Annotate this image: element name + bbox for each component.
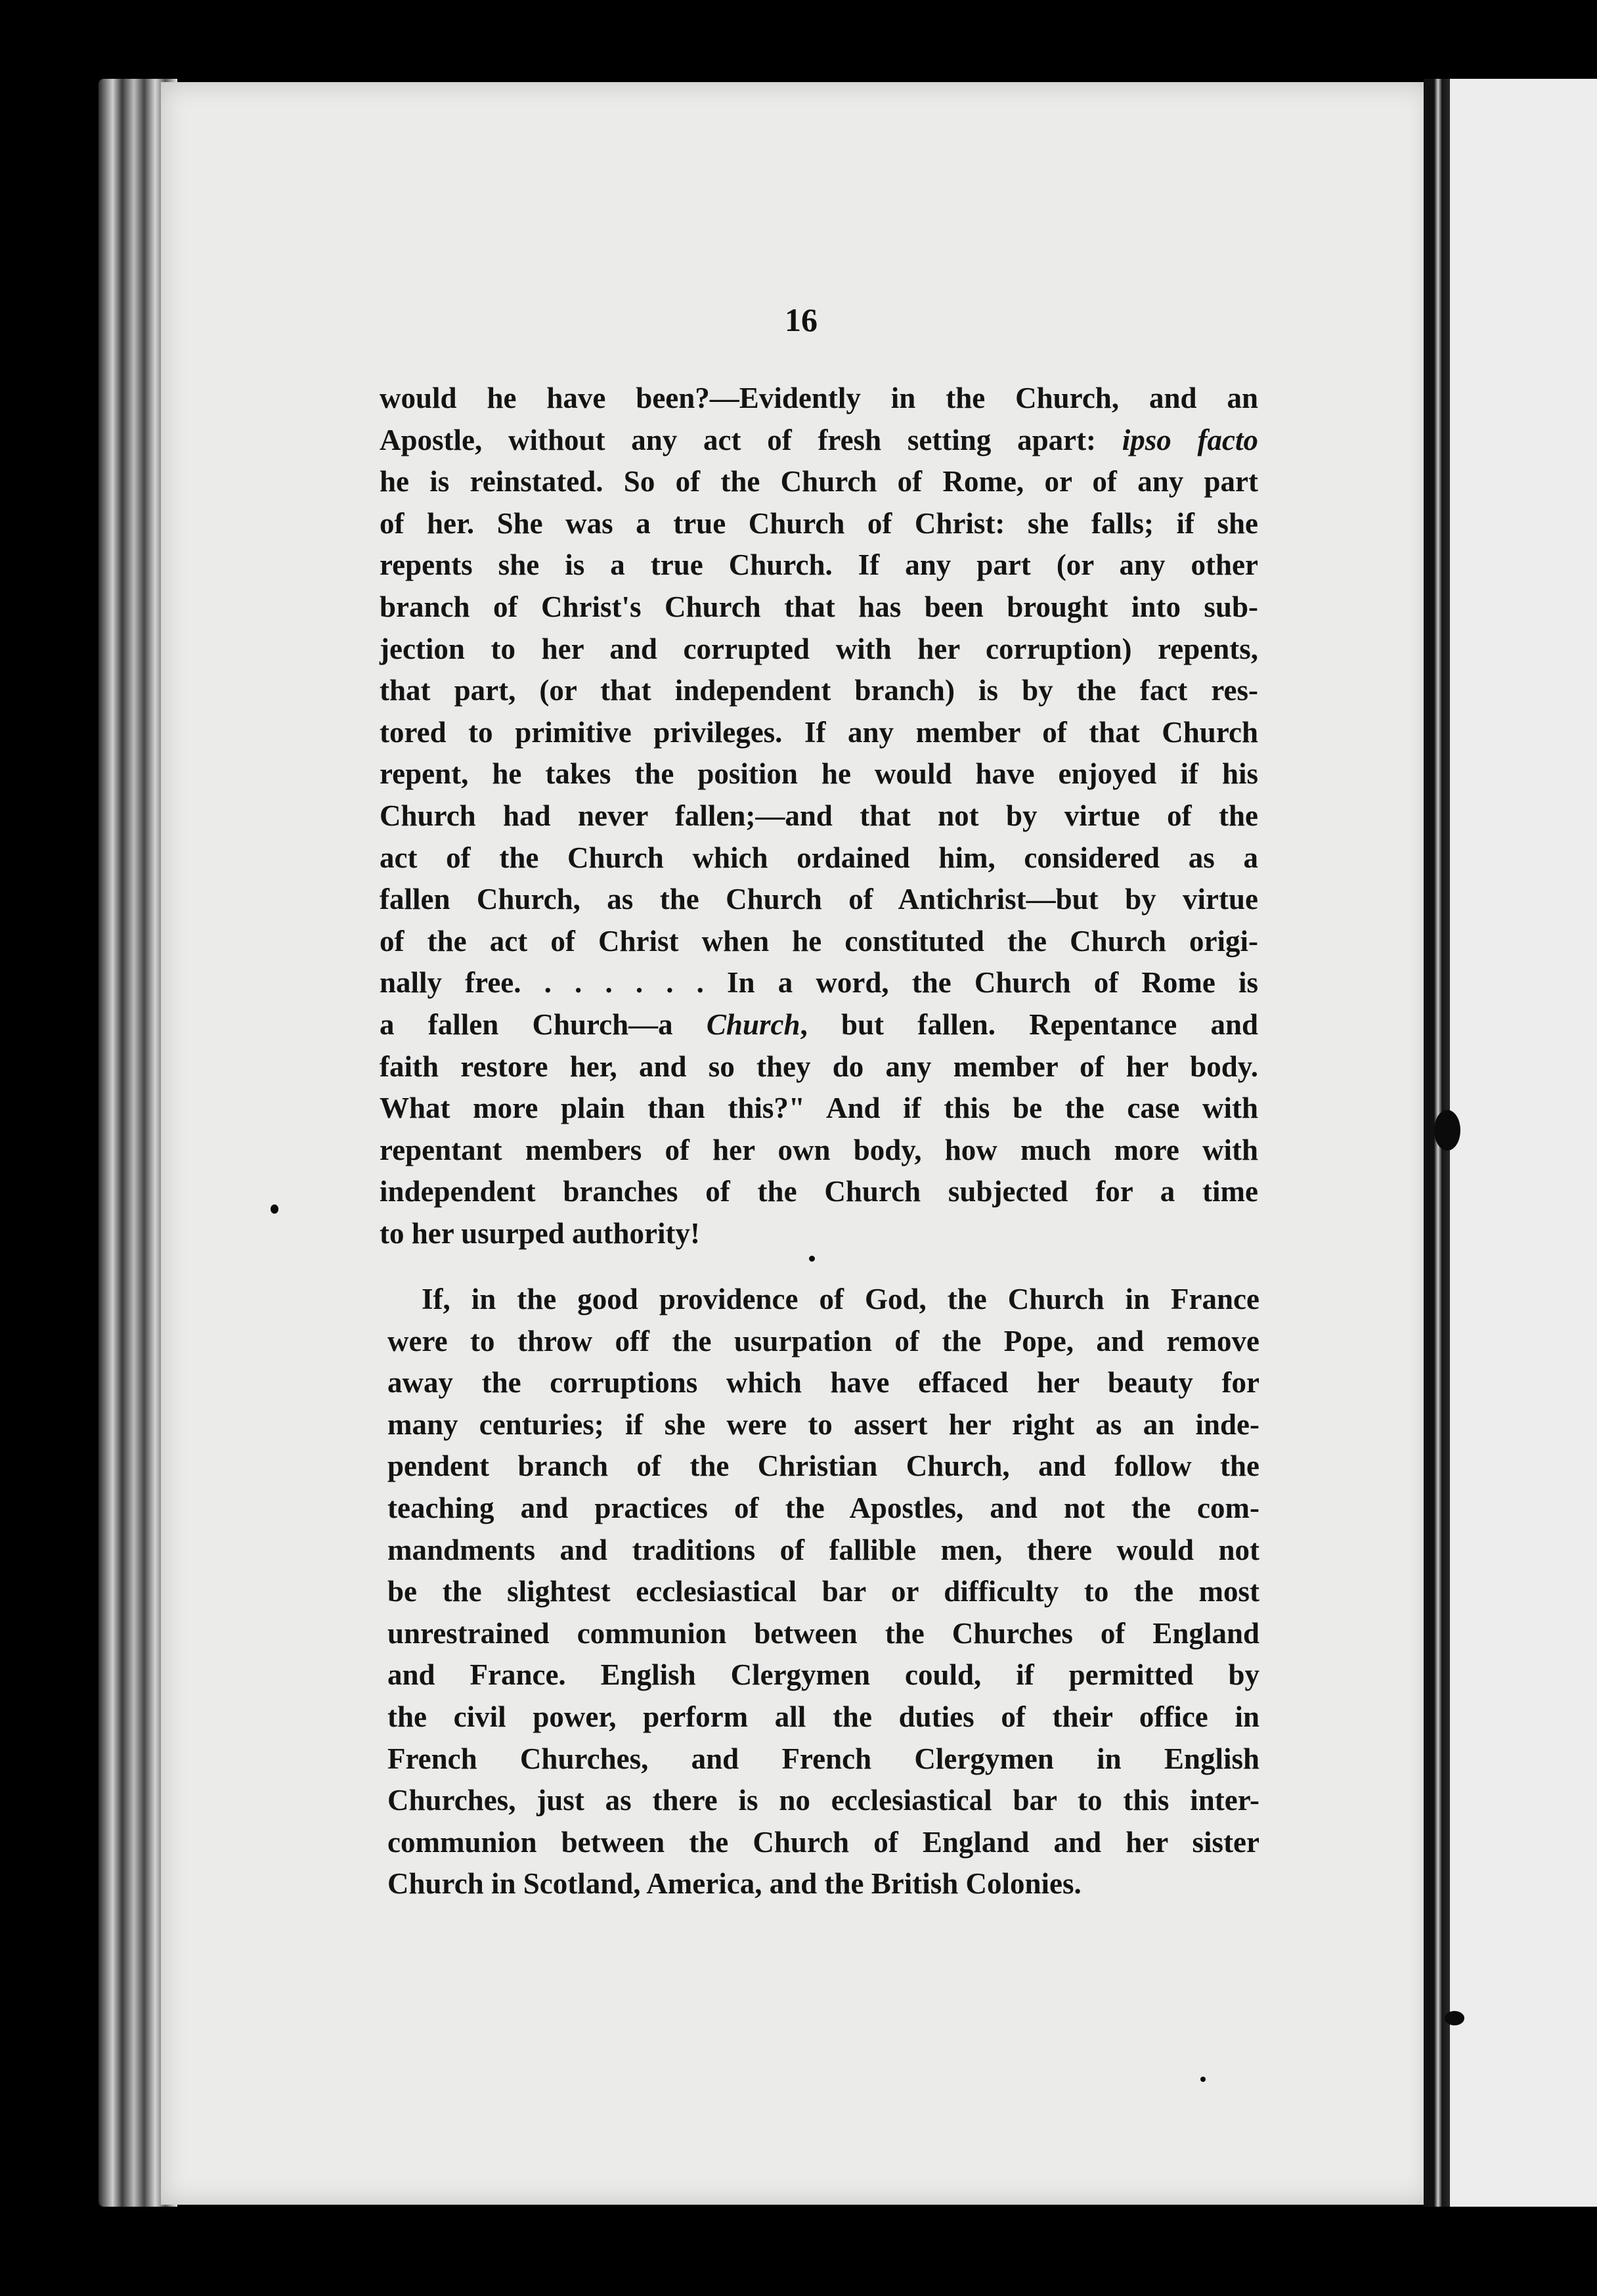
text-run: jection to her and corrupted with her corruption) repents,	[380, 632, 1258, 665]
text-run: that part, (or that independent branch) is by the fact res-	[380, 674, 1258, 707]
facing-page-edge	[1450, 79, 1597, 2207]
text-line	[387, 1488, 1259, 1530]
text-run: nally free. . . . . . . In a word, the Church of Rome is	[380, 966, 1258, 1000]
text-run: faith restore her, and so they do any member of her body.	[380, 1049, 1258, 1083]
text-line	[380, 629, 1258, 671]
text-run: teaching and practices of the Apostles, and not the com-	[387, 1491, 1259, 1524]
text-run: Church in Scotland, America, and the British Colonies.	[387, 1867, 1082, 1901]
text-line	[387, 1446, 1259, 1488]
text-line	[380, 1004, 1258, 1046]
text-line	[380, 879, 1258, 921]
text-line	[387, 1571, 1259, 1613]
text-line	[380, 1213, 1258, 1255]
text-run: French Churches, and French Clergymen in English	[387, 1742, 1259, 1775]
text-run: Church had never fallen;—and that not by virtue of the	[380, 799, 1258, 832]
text-run: away the corruptions which have effaced her beauty for	[387, 1366, 1259, 1400]
text-run: of the act of Christ when he constituted the Church origi-	[380, 924, 1258, 958]
italic-text-run: Church	[706, 1007, 800, 1041]
text-line	[380, 461, 1258, 503]
text-run: act of the Church which ordained him, considered as a	[380, 841, 1258, 874]
ink-blot	[1434, 1110, 1460, 1151]
text-line	[387, 1279, 1259, 1321]
text-line	[387, 1822, 1259, 1864]
text-run: would he have been?—Evidently in the Church, and an	[380, 382, 1258, 414]
text-line	[380, 795, 1258, 837]
text-run: tored to primitive privileges. If any member of that Church	[380, 715, 1258, 749]
text-line	[380, 420, 1258, 462]
text-run: the civil power, perform all the duties of their office in	[387, 1700, 1259, 1733]
text-line	[387, 1362, 1259, 1404]
text-line	[380, 921, 1258, 963]
text-run: communion between the Church of England and her sister	[387, 1825, 1259, 1859]
text-line	[380, 544, 1258, 586]
text-line	[380, 962, 1258, 1004]
text-line	[387, 1863, 1259, 1905]
text-run: pendent branch of the Christian Church, and follow the	[387, 1449, 1259, 1483]
text-run: Apostle, without any act of fresh setting apart:	[380, 423, 1122, 456]
ink-blot	[1445, 2011, 1464, 2025]
text-run: many centuries; if she were to assert her right as an inde-	[387, 1407, 1259, 1441]
text-line	[380, 1046, 1258, 1088]
text-run: What more plain than this?" And if this be the case with	[380, 1092, 1258, 1125]
ink-speck	[809, 1256, 815, 1262]
text-run: Churches, just as there is no ecclesiastical bar to this inter-	[387, 1784, 1259, 1817]
text-line	[380, 1088, 1258, 1130]
text-run: he is reinstated. So of the Church of Rome, or of any part	[380, 465, 1258, 498]
text-line	[387, 1321, 1259, 1363]
text-run: unrestrained communion between the Churches of England	[387, 1616, 1259, 1650]
text-line	[380, 670, 1258, 712]
text-run: be the slightest ecclesiastical bar or difficulty to the most	[387, 1575, 1259, 1608]
text-line	[380, 1130, 1258, 1172]
text-line	[387, 1654, 1259, 1696]
text-line	[380, 586, 1258, 629]
paragraph-2	[387, 1279, 1259, 1905]
paragraph-1	[380, 378, 1258, 1254]
text-line	[380, 712, 1258, 754]
text-run: of her. She was a true Church of Christ: she falls; if she	[380, 506, 1258, 540]
text-line	[380, 837, 1258, 879]
text-run: and France. English Clergymen could, if permitted by	[387, 1658, 1259, 1692]
italic-text-run: ipso facto	[1122, 423, 1258, 456]
text-run: independent branches of the Church subjected for a time	[380, 1175, 1258, 1208]
text-line	[380, 378, 1258, 420]
text-line	[387, 1780, 1259, 1822]
page-number: 16	[785, 301, 818, 338]
text-line	[387, 1738, 1259, 1780]
text-run: repentant members of her own body, how much more with	[380, 1133, 1258, 1166]
text-run: repents she is a true Church. If any part (or any other	[380, 548, 1258, 582]
ink-speck	[271, 1204, 278, 1214]
text-run: If, in the good providence of God, the Church in France	[422, 1283, 1259, 1315]
text-line	[387, 1530, 1259, 1572]
text-line	[387, 1613, 1259, 1655]
text-run: to her usurped authority!	[380, 1216, 700, 1250]
text-line	[380, 753, 1258, 795]
text-run: branch of Christ's Church that has been brought into sub-	[380, 590, 1258, 623]
text-line	[380, 1171, 1258, 1213]
text-run: , but fallen. Repentance and	[800, 1007, 1259, 1041]
text-run: fallen Church, as the Church of Antichrist—but by virtue	[380, 883, 1258, 916]
text-run: mandments and traditions of fallible men, there would not	[387, 1533, 1259, 1566]
text-line	[387, 1696, 1259, 1738]
text-run: a fallen Church—a	[380, 1007, 707, 1041]
text-run: were to throw off the usurpation of the Pope, and remove	[387, 1324, 1259, 1358]
ink-speck	[1200, 2077, 1206, 2082]
text-run: repent, he takes the position he would have enjoyed if his	[380, 757, 1258, 791]
text-line	[387, 1404, 1259, 1446]
text-line	[380, 503, 1258, 545]
